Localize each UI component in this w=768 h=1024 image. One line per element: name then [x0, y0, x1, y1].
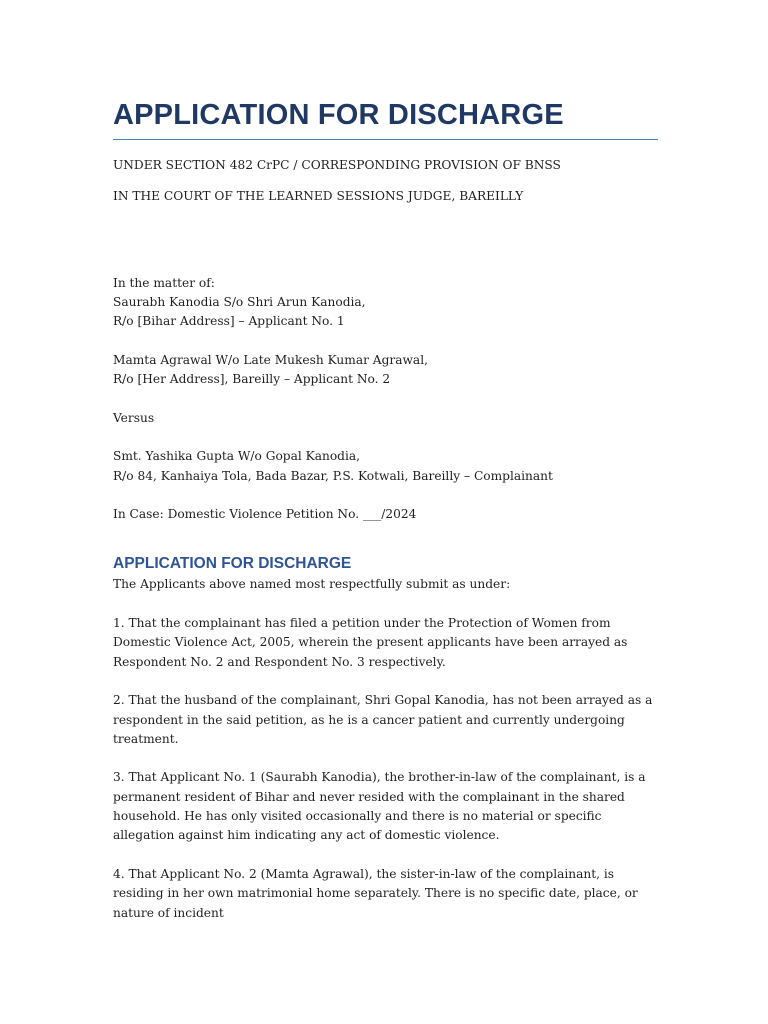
document-title: APPLICATION FOR DISCHARGE — [113, 96, 658, 140]
complainant-address: R/o 84, Kanhaiya Tola, Bada Bazar, P.S. Kotwali, Bareilly – Complainant — [113, 468, 553, 483]
intro-paragraph: The Applicants above named most respectfully submit as under: — [113, 577, 511, 592]
versus-block — [113, 409, 658, 428]
paragraph-1: 1. That the complainant has filed a petition under the Protection of Women from Domestic Violence Act, 2005, wherein the present applicants have been arrayed as Respondent No. 2 and Respondent No. 3 respectively. — [113, 616, 628, 669]
paragraph-4: 4. That Applicant No. 2 (Mamta Agrawal), the sister-in-law of the complainant, is residing in her own matrimonial home separately. There is no specific date, place, or nature of incident — [113, 866, 638, 920]
section-reference: UNDER SECTION 482 CrPC / CORRESPONDING PROVISION OF BNSS — [113, 158, 561, 172]
versus-text: Versus — [113, 410, 155, 425]
case-number: In Case: Domestic Violence Petition No. ___/2024 — [113, 507, 417, 522]
applicant-2-block — [113, 351, 658, 390]
complainant-block — [113, 447, 658, 486]
matter-block — [113, 274, 658, 332]
applicant-1-address: R/o [Bihar Address] – Applicant No. 1 — [113, 314, 345, 329]
document-content — [113, 96, 658, 923]
complainant-name: Smt. Yashika Gupta W/o Gopal Kanodia, — [113, 449, 361, 464]
paragraph-3: 3. That Applicant No. 1 (Saurabh Kanodia), the brother-in-law of the complainant, is a permanent resident of Bihar and never resided with the complainant in the shared household. He has only visited occasionally and there is no material or specific allegation against him indicating any act of domestic violence. — [113, 770, 646, 843]
applicant-2-address: R/o [Her Address], Bareilly – Applicant No. 2 — [113, 372, 391, 387]
section-heading: APPLICATION FOR DISCHARGE — [113, 555, 352, 573]
court-name: IN THE COURT OF THE LEARNED SESSIONS JUDGE, BAREILLY — [113, 189, 524, 204]
matter-label: In the matter of: — [113, 275, 215, 290]
paragraph-2: 2. That the husband of the complainant, Shri Gopal Kanodia, has not been arrayed as a respondent in the said petition, as he is a cancer patient and currently undergoing treatment. — [113, 693, 653, 746]
applicant-1-name: Saurabh Kanodia S/o Shri Arun Kanodia, — [113, 294, 366, 309]
applicant-2-name: Mamta Agrawal W/o Late Mukesh Kumar Agrawal, — [113, 352, 428, 367]
case-block — [113, 505, 658, 524]
